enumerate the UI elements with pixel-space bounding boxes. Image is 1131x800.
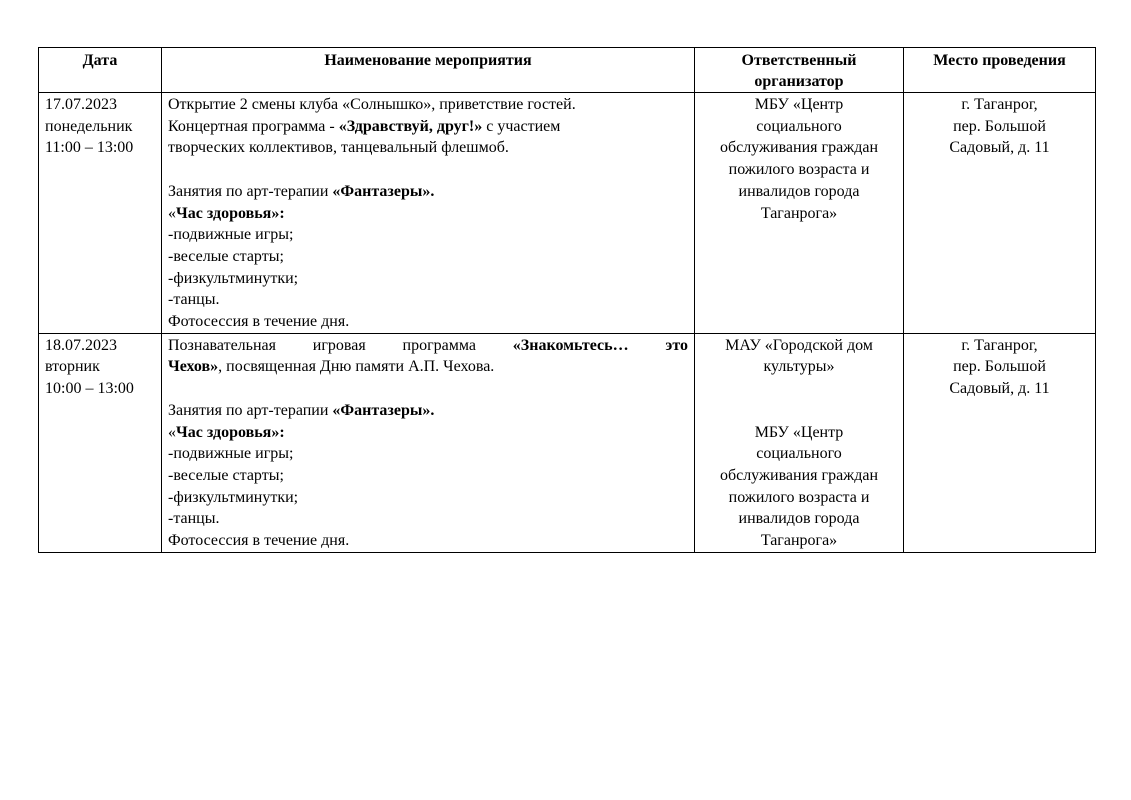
health-hour-title: Час здоровья»: [176, 204, 285, 222]
organizer-line: культуры» [763, 358, 835, 376]
health-hour-title: Час здоровья»: [176, 423, 285, 441]
date-cell [39, 333, 162, 552]
event-cell [162, 333, 695, 552]
event-line: Познавательная игровая программа «Знакомьтесь… это [168, 336, 688, 354]
organizer-line: МБУ «Центр [754, 96, 844, 113]
event-title: «Знакомьтесь… это [512, 336, 688, 354]
header-organizer: Ответственный организатор [695, 48, 904, 93]
date-text: 17.07.2023 [45, 96, 117, 113]
event-line: Концертная программа - «Здравствуй, друг!» с участием [168, 117, 561, 135]
weekday-text: понедельник [45, 117, 133, 135]
place-line: Садовый, д. 11 [949, 139, 1050, 157]
date-cell [39, 93, 162, 334]
place-cell [904, 93, 1096, 334]
place-cell [904, 333, 1096, 552]
art-therapy-title: «Фантазеры». [332, 401, 435, 419]
event-line: Открытие 2 смены клуба «Солнышко», приветствие гостей. [168, 96, 576, 113]
organizer-line: МАУ «Городской дом [725, 336, 873, 354]
organizer-cell [695, 333, 904, 552]
list-item: -танцы. [168, 510, 220, 528]
time-text: 10:00 – 13:00 [45, 380, 134, 398]
table-header-row [39, 48, 1096, 93]
event-title: «Здравствуй, друг!» [338, 117, 483, 135]
place-line: Садовый, д. 11 [949, 380, 1050, 398]
list-item: -веселые старты; [168, 247, 284, 265]
art-therapy-line: Занятия по арт-терапии «Фантазеры». [168, 182, 435, 200]
organizer-line: обслуживания граждан [719, 466, 879, 484]
organizer-line: обслуживания граждан [719, 139, 879, 157]
organizer-line: социального [756, 117, 842, 135]
blank-line [701, 378, 897, 400]
health-hour-line: «Час здоровья»: [168, 204, 285, 222]
events-table [38, 47, 1096, 553]
blank-line [701, 400, 897, 422]
photo-session-line: Фотосессия в течение дня. [168, 532, 350, 550]
organizer-line: инвалидов города [738, 182, 860, 200]
place-line: пер. Большой [953, 358, 1046, 376]
event-cell [162, 93, 695, 334]
header-date: Дата [39, 48, 162, 93]
event-line: творческих коллективов, танцевальный флешмоб. [168, 139, 509, 157]
list-item: -физкультминутки; [168, 269, 299, 287]
date-text: 18.07.2023 [45, 336, 117, 354]
place-line: г. Таганрог, [961, 96, 1038, 113]
art-therapy-title: «Фантазеры». [332, 182, 435, 200]
blank-line [168, 159, 688, 181]
organizer-line: социального [756, 445, 842, 463]
place-line: пер. Большой [953, 117, 1046, 135]
header-place: Место проведения [904, 48, 1096, 93]
time-text: 11:00 – 13:00 [45, 139, 134, 157]
header-event: Наименование мероприятия [162, 48, 695, 93]
list-item: -подвижные игры; [168, 445, 294, 463]
organizer-line: пожилого возраста и [728, 488, 870, 506]
organizer-line: Таганрога» [760, 204, 838, 222]
organizer-line: Таганрога» [760, 532, 838, 550]
health-hour-line: «Час здоровья»: [168, 423, 285, 441]
list-item: -танцы. [168, 291, 220, 309]
event-line: Чехов», посвященная Дню памяти А.П. Чехова. [168, 358, 495, 376]
event-title: Чехов» [168, 358, 219, 376]
list-item: -подвижные игры; [168, 226, 294, 244]
organizer-line: пожилого возраста и [728, 161, 870, 179]
blank-line [168, 378, 688, 400]
table-row [39, 93, 1096, 334]
list-item: -веселые старты; [168, 466, 284, 484]
place-line: г. Таганрог, [961, 336, 1038, 354]
organizer-line: инвалидов города [738, 510, 860, 528]
list-item: -физкультминутки; [168, 488, 299, 506]
organizer-cell [695, 93, 904, 334]
table-row [39, 333, 1096, 552]
photo-session-line: Фотосессия в течение дня. [168, 313, 350, 331]
weekday-text: вторник [45, 358, 100, 376]
art-therapy-line: Занятия по арт-терапии «Фантазеры». [168, 401, 435, 419]
organizer-line: МБУ «Центр [754, 423, 844, 441]
